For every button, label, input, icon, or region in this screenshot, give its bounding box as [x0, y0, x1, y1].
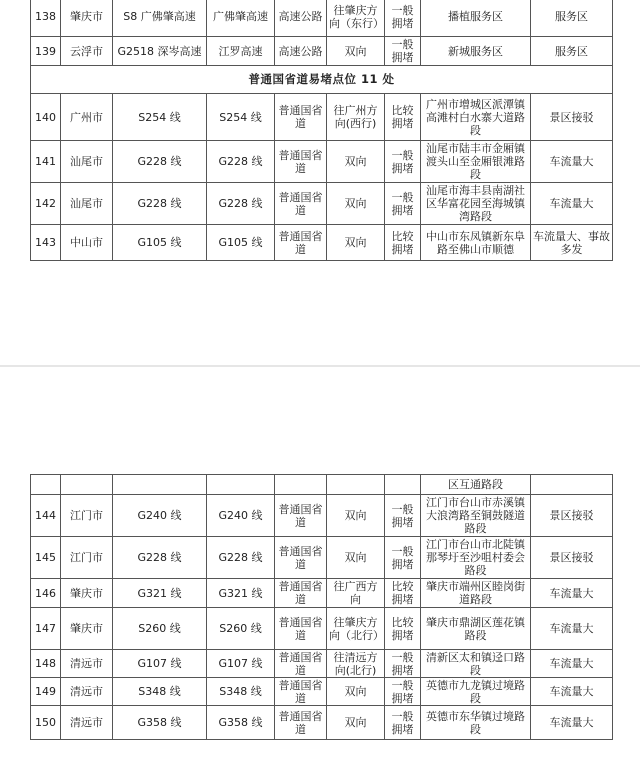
cell-road-name: G240 线 — [207, 495, 275, 537]
cell-road-code: G228 线 — [113, 141, 207, 183]
cell-road-type: 普通国省道 — [275, 579, 327, 608]
cell-level: 一般拥堵 — [385, 706, 421, 740]
cell-road-code: G321 线 — [113, 579, 207, 608]
cell-reason: 车流量大 — [531, 608, 613, 650]
cell-level: 一般拥堵 — [385, 650, 421, 678]
cell-city: 中山市 — [61, 225, 113, 261]
cell-road-name: G107 线 — [207, 650, 275, 678]
cell-index: 138 — [31, 0, 61, 37]
cell-location: 江门市台山市赤溪镇大浪湾路至铜鼓隧道路段 — [421, 495, 531, 537]
cell-location: 江门市台山市北陡镇那琴圩至沙咀村委会路段 — [421, 537, 531, 579]
cell-city: 肇庆市 — [61, 608, 113, 650]
cell-road-code: S348 线 — [113, 678, 207, 706]
table-row — [31, 537, 613, 579]
cell-level: 比较拥堵 — [385, 94, 421, 141]
cell-city: 云浮市 — [61, 37, 113, 66]
cell-direction: 双向 — [327, 678, 385, 706]
cell-location: 中山市东凤镇新东阜路至佛山市顺德 — [421, 225, 531, 261]
cell-road-name: G228 线 — [207, 183, 275, 225]
cell-city: 清远市 — [61, 678, 113, 706]
cell-location: 播植服务区 — [421, 0, 531, 37]
cell-road-name: G105 线 — [207, 225, 275, 261]
cell-reason: 车流量大 — [531, 706, 613, 740]
cell-direction: 双向 — [327, 706, 385, 740]
cell-index: 143 — [31, 225, 61, 261]
cell-reason: 服务区 — [531, 0, 613, 37]
cell-direction: 双向 — [327, 225, 385, 261]
cell-reason: 服务区 — [531, 37, 613, 66]
cell-direction: 双向 — [327, 141, 385, 183]
section-title: 普通国省道易堵点位 11 处 — [31, 66, 613, 94]
cell-road-type: 普通国省道 — [275, 183, 327, 225]
cell-index: 150 — [31, 706, 61, 740]
congestion-table-top — [30, 0, 613, 261]
cell-empty — [327, 475, 385, 495]
cell-road-code: G107 线 — [113, 650, 207, 678]
cell-road-code: S260 线 — [113, 608, 207, 650]
continuation-cell: 区互通路段 — [421, 475, 531, 495]
cell-direction: 往广西方向 — [327, 579, 385, 608]
cell-direction: 双向 — [327, 37, 385, 66]
cell-road-code: G2518 深岑高速 — [113, 37, 207, 66]
cell-road-name: S348 线 — [207, 678, 275, 706]
cell-road-type: 普通国省道 — [275, 495, 327, 537]
cell-reason: 车流量大 — [531, 579, 613, 608]
cell-road-type: 普通国省道 — [275, 608, 327, 650]
cell-location: 新城服务区 — [421, 37, 531, 66]
cell-index: 146 — [31, 579, 61, 608]
cell-location: 英德市九龙镇过境路段 — [421, 678, 531, 706]
cell-direction: 双向 — [327, 537, 385, 579]
cell-index: 142 — [31, 183, 61, 225]
cell-location: 肇庆市鼎湖区莲花镇路段 — [421, 608, 531, 650]
cell-reason: 景区接驳 — [531, 495, 613, 537]
cell-level: 比较拥堵 — [385, 608, 421, 650]
table-row — [31, 608, 613, 650]
cell-road-type: 普通国省道 — [275, 225, 327, 261]
cell-index: 145 — [31, 537, 61, 579]
cell-index: 147 — [31, 608, 61, 650]
cell-location: 英德市东华镇过境路段 — [421, 706, 531, 740]
cell-reason: 车流量大 — [531, 183, 613, 225]
cell-road-code: S8 广佛肇高速 — [113, 0, 207, 37]
cell-road-name: G228 线 — [207, 537, 275, 579]
cell-city: 江门市 — [61, 537, 113, 579]
table-row — [31, 225, 613, 261]
table-row — [31, 141, 613, 183]
cell-empty — [31, 475, 61, 495]
cell-reason: 车流量大 — [531, 141, 613, 183]
cell-city: 汕尾市 — [61, 183, 113, 225]
cell-road-type: 高速公路 — [275, 37, 327, 66]
cell-index: 148 — [31, 650, 61, 678]
cell-level: 比较拥堵 — [385, 579, 421, 608]
cell-reason: 车流量大 — [531, 650, 613, 678]
cell-empty — [275, 475, 327, 495]
cell-level: 一般拥堵 — [385, 141, 421, 183]
cell-level: 比较拥堵 — [385, 225, 421, 261]
cell-road-name: 广佛肇高速 — [207, 0, 275, 37]
cell-location: 清新区太和镇迳口路段 — [421, 650, 531, 678]
cell-road-name: S260 线 — [207, 608, 275, 650]
cell-city: 江门市 — [61, 495, 113, 537]
table-row — [31, 706, 613, 740]
cell-road-code: G240 线 — [113, 495, 207, 537]
cell-road-name: G358 线 — [207, 706, 275, 740]
cell-road-name: 江罗高速 — [207, 37, 275, 66]
cell-reason: 车流量大 — [531, 678, 613, 706]
cell-direction: 往广州方向(西行) — [327, 94, 385, 141]
cell-location: 汕尾市海丰县南湖社区华富花园至海城镇湾路段 — [421, 183, 531, 225]
table-row — [31, 94, 613, 141]
table-row — [31, 678, 613, 706]
cell-direction: 往清远方向(北行) — [327, 650, 385, 678]
cell-road-code: G228 线 — [113, 183, 207, 225]
cell-city: 汕尾市 — [61, 141, 113, 183]
congestion-table-bottom — [30, 474, 613, 740]
cell-level: 一般拥堵 — [385, 37, 421, 66]
cell-index: 144 — [31, 495, 61, 537]
cell-city: 广州市 — [61, 94, 113, 141]
cell-road-type: 高速公路 — [275, 0, 327, 37]
cell-level: 一般拥堵 — [385, 495, 421, 537]
cell-empty — [113, 475, 207, 495]
cell-level: 一般拥堵 — [385, 183, 421, 225]
cell-empty — [61, 475, 113, 495]
cell-index: 149 — [31, 678, 61, 706]
table-row — [31, 183, 613, 225]
cell-road-type: 普通国省道 — [275, 678, 327, 706]
cell-location: 汕尾市陆丰市金厢镇渡头山至金厢银滩路段 — [421, 141, 531, 183]
cell-road-type: 普通国省道 — [275, 537, 327, 579]
table-row — [31, 0, 613, 37]
cell-road-type: 普通国省道 — [275, 706, 327, 740]
cell-city: 清远市 — [61, 650, 113, 678]
cell-location: 肇庆市端州区睦岗街道路段 — [421, 579, 531, 608]
cell-empty — [207, 475, 275, 495]
cell-level: 一般拥堵 — [385, 537, 421, 579]
cell-level: 一般拥堵 — [385, 0, 421, 37]
cell-road-type: 普通国省道 — [275, 94, 327, 141]
table-row — [31, 650, 613, 678]
cell-index: 141 — [31, 141, 61, 183]
cell-empty — [385, 475, 421, 495]
cell-direction: 双向 — [327, 183, 385, 225]
cell-road-name: G321 线 — [207, 579, 275, 608]
page-top — [0, 0, 640, 365]
cell-road-name: G228 线 — [207, 141, 275, 183]
cell-road-type: 普通国省道 — [275, 650, 327, 678]
page-bottom — [0, 367, 640, 777]
cell-empty — [531, 475, 613, 495]
cell-road-code: S254 线 — [113, 94, 207, 141]
cell-city: 肇庆市 — [61, 579, 113, 608]
cell-city: 清远市 — [61, 706, 113, 740]
cell-index: 140 — [31, 94, 61, 141]
cell-reason: 景区接驳 — [531, 94, 613, 141]
cell-direction: 往肇庆方向（东行） — [327, 0, 385, 37]
cell-direction: 往肇庆方向（北行） — [327, 608, 385, 650]
cell-direction: 双向 — [327, 495, 385, 537]
cell-road-type: 普通国省道 — [275, 141, 327, 183]
cell-city: 肇庆市 — [61, 0, 113, 37]
cell-location: 广州市增城区派潭镇高滩村白水寨大道路段 — [421, 94, 531, 141]
cell-road-name: S254 线 — [207, 94, 275, 141]
table-row — [31, 37, 613, 66]
cell-road-code: G228 线 — [113, 537, 207, 579]
table-row — [31, 579, 613, 608]
cell-road-code: G358 线 — [113, 706, 207, 740]
cell-road-code: G105 线 — [113, 225, 207, 261]
cell-index: 139 — [31, 37, 61, 66]
table-row — [31, 495, 613, 537]
cell-reason: 车流量大、事故多发 — [531, 225, 613, 261]
cell-level: 一般拥堵 — [385, 678, 421, 706]
cell-reason: 景区接驳 — [531, 537, 613, 579]
